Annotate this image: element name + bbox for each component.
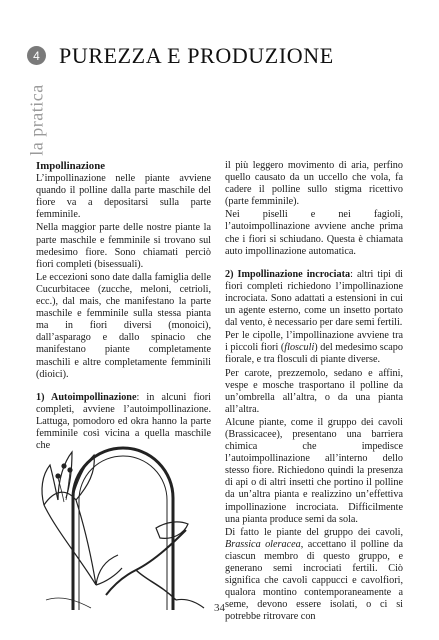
subheading: 1) Autoimpollinazione [36,391,137,403]
paragraph: L’impollinazione nelle piante avviene quando il polline dalla parte maschile del fiore va a depositarsi sulla parte femminile. [36,173,211,221]
paragraph: Alcune piante, come il gruppo dei cavoli (Brassicacee), presentano una barriera chimica che impedisce l’autoimpollinazione all’interno dello stesso fiore. Richiedono quindi la presenza di api o di altri insetti che portino il polline da un’altra pianta e realizzino un’effettiva impollinazione incrociata. Difficilmente una pianta produce semi da sola. [225,416,403,525]
paragraph-text: Di fatto le piante del gruppo dei cavoli, [225,526,403,538]
flower-illustration [36,410,211,610]
paragraph-text: : altri tipi di fiori completi richiedono l’impollinazione incrociata. Sono adattati a estensioni in cui un agente esterno, come un insetto portato dal vento, è necessario per dare semi fertili. [225,268,403,329]
paragraph-text: ) del medesimo scapo fiorale, e tra flosculi di piante diverse. [225,342,403,366]
paragraph: Per carote, prezzemolo, sedano e affini, vespe e mosche trasportano il polline da un’ombrella all’altra, o da una pianta all’altra. [225,367,403,415]
paragraph-text: : in alcuni fiori completi, avviene l’autoimpollinazione. Lattuga, pomodoro ed okra hanno la parte femminile così vicina a quella maschile che [36,391,211,452]
section-number-badge: 4 [27,46,46,65]
paragraph [225,330,403,366]
paragraph: Nella maggior parte delle nostre piante la parte maschile e femminile si trovano sul medesimo fiore. Sono chiamati perciò fiori completi (bisessuali). [36,222,211,270]
italic-term: Brassica oleracea [225,538,301,550]
page-title: PUREZZA E PRODUZIONE [59,43,334,68]
right-column [225,160,403,624]
section-heading: Impollinazione [36,160,105,172]
page-number: 34 [214,602,225,614]
paragraph [225,269,403,329]
paragraph: Nei piselli e nei fagioli, l’autoimpollinazione avviene anche prima che i fiori si schiudano. Questa è chiamata auto impollinazione automatica. [225,209,403,257]
paragraph: Le eccezioni sono date dalla famiglia delle Cucurbitacee (zucche, meloni, cetrioli, ecc.), dal mais, che manifestano la parte maschile e femminile sulla stessa pianta ma in fiori diversi (monoici), dall’asparago e dallo spinacio che manifestano piante completamente maschili e altre completamente femminili (dioici). [36,271,211,380]
subheading: 2) Impollinazione incrociata [225,268,351,280]
paragraph: il più leggero movimento di aria, perfino quello causato da un uccello che vola, fa cadere il polline sullo stigma ricettivo (parte femminile). [225,160,403,208]
paragraph-text: Per le cipolle, l’impollinazione avviene tra i piccoli fiori ( [225,330,403,354]
italic-term: flosculi [284,342,315,354]
side-label-text: la pratica [26,84,47,156]
paragraph-text: , accettano il polline da ciascun membro di questo gruppo, e generano semi incrociati fertili. Ciò significa che cavoli cappucci e cavolfiori, qualora montino contemporaneamente a seme, devono essere isolati, o ci si potrebbe ritrovare con [225,538,403,623]
